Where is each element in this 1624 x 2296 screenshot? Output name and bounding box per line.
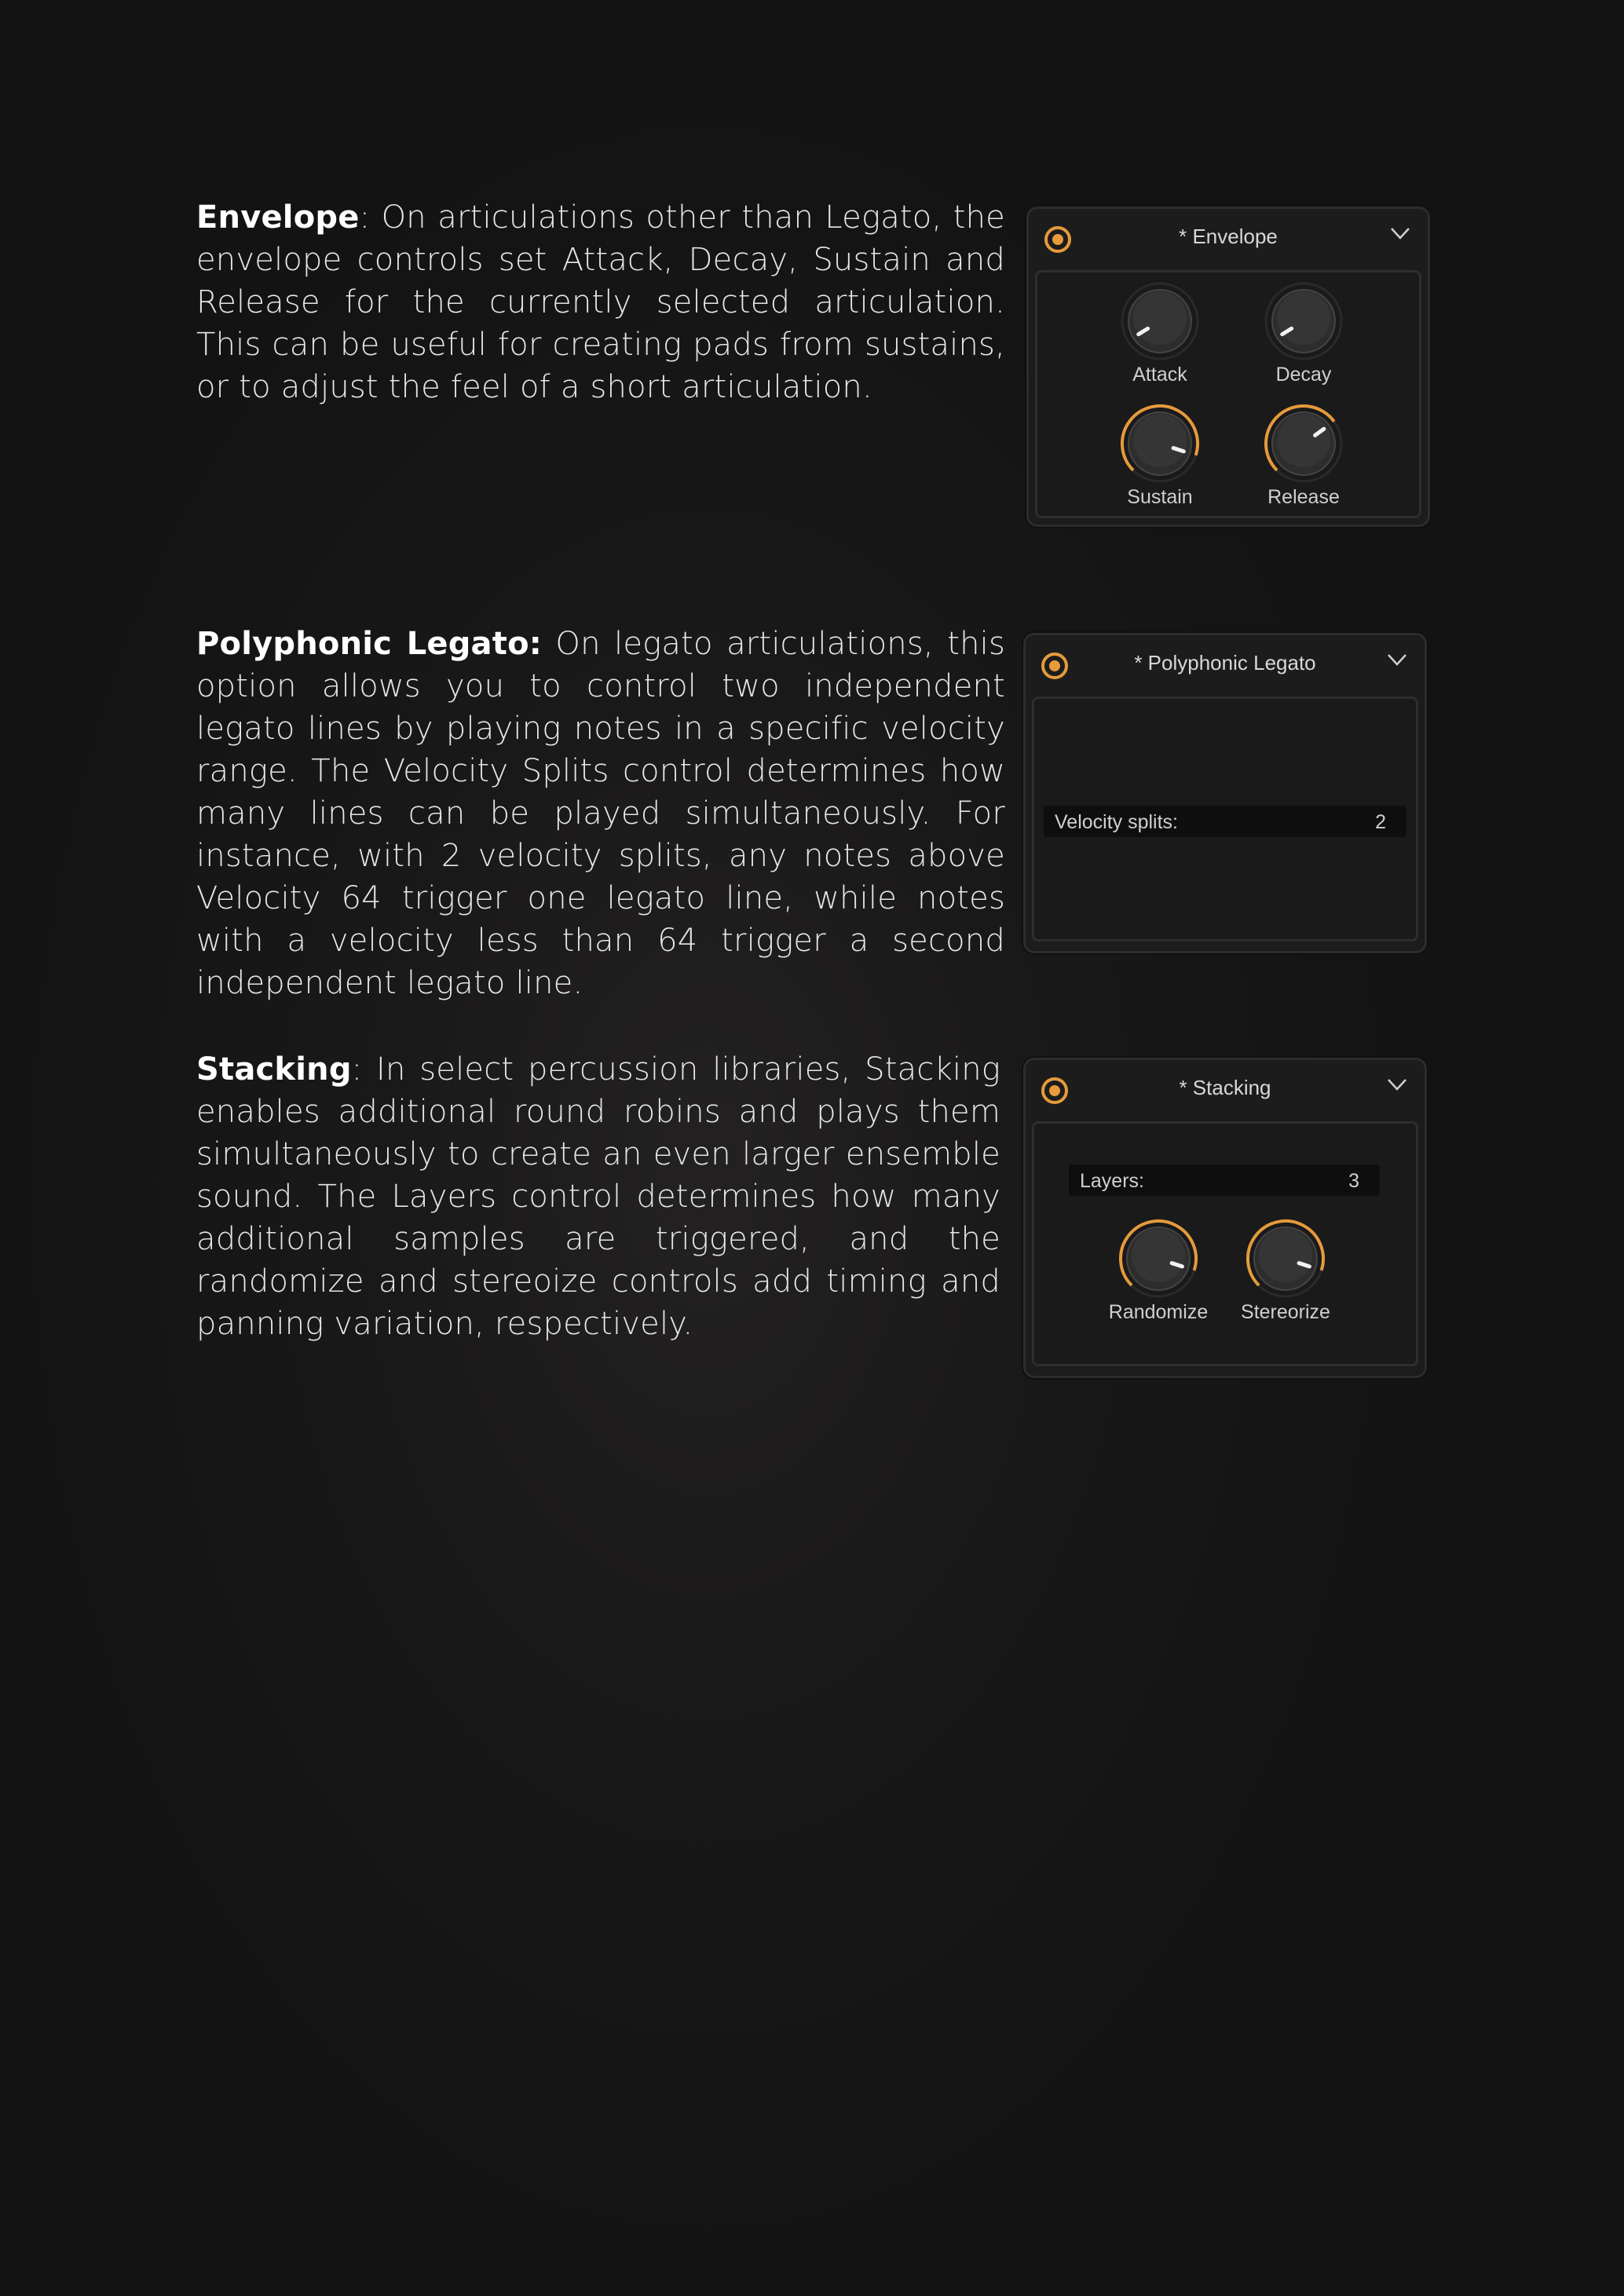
knob-face <box>1277 291 1330 345</box>
stacking-term: Stacking <box>196 1051 352 1088</box>
randomize-knob[interactable] <box>1099 1218 1217 1324</box>
attack-label: Attack <box>1132 364 1187 386</box>
envelope-panel-header <box>1029 209 1428 270</box>
randomize-label: Randomize <box>1108 1301 1209 1323</box>
chevron-down-icon[interactable] <box>1387 649 1407 670</box>
velocity-splits-value: 2 <box>1375 811 1386 833</box>
stacking-panel <box>1023 1058 1427 1378</box>
layers-field[interactable] <box>1069 1164 1380 1196</box>
poly-legato-text: On legato articulations, this option allows you to control two independent legato lines by playing notes in a specific velocity range. The Velocity Splits control determines how many lines can be played simultaneously. For instance, with 2 velocity splits, any notes above Velocity 64 trigger one legato line, while notes with a velocity less than 64 trigger a second independent legato line. <box>196 626 1005 1001</box>
stacking-paragraph <box>196 1048 1000 1345</box>
stacking-panel-title: * Stacking <box>1179 1076 1271 1099</box>
stacking-panel-body <box>1032 1121 1418 1366</box>
knob-face <box>1133 291 1187 345</box>
envelope-paragraph <box>196 196 1005 408</box>
sustain-label: Sustain <box>1127 486 1193 508</box>
poly-legato-panel <box>1023 633 1427 953</box>
decay-knob[interactable] <box>1249 280 1359 386</box>
envelope-panel-body <box>1035 270 1421 518</box>
knob-face <box>1133 414 1187 467</box>
stereorize-knob[interactable] <box>1227 1218 1344 1324</box>
chevron-down-icon[interactable] <box>1390 223 1410 243</box>
sustain-knob[interactable] <box>1105 403 1215 509</box>
stacking-panel-header <box>1026 1060 1425 1121</box>
envelope-text: : On articulations other than Legato, the envelope controls set Attack, Decay, Sustain and Release for the currently selected articulation. This can be useful for creating pads from sustains, or to adjust the feel of a short articulation. <box>196 199 1005 405</box>
knob-face <box>1132 1229 1185 1282</box>
release-knob[interactable] <box>1249 403 1359 509</box>
poly-legato-term: Polyphonic Legato: <box>196 626 542 662</box>
knob-face <box>1277 414 1330 467</box>
knob-face <box>1259 1229 1312 1282</box>
layers-label: Layers: <box>1080 1170 1144 1192</box>
velocity-splits-field[interactable] <box>1044 806 1406 837</box>
attack-knob[interactable] <box>1105 280 1215 386</box>
envelope-term: Envelope <box>196 199 360 236</box>
poly-legato-panel-header <box>1026 635 1425 696</box>
stacking-text: : In select percussion libraries, Stacking enables additional round robins and plays them simultaneously to create an even larger ensemble sound. The Layers control determines how many additional samples are triggered, and the randomize and stereoize controls add timing and panning variation, respectively. <box>196 1051 1000 1342</box>
chevron-down-icon[interactable] <box>1387 1074 1407 1095</box>
velocity-splits-label: Velocity splits: <box>1055 811 1179 833</box>
poly-legato-panel-body <box>1032 696 1418 941</box>
envelope-panel <box>1026 207 1430 527</box>
stereorize-label: Stereorize <box>1241 1301 1330 1323</box>
poly-legato-panel-title: * Polyphonic Legato <box>1134 651 1316 675</box>
envelope-panel-title: * Envelope <box>1179 225 1278 248</box>
decay-label: Decay <box>1275 364 1332 386</box>
release-label: Release <box>1267 486 1340 508</box>
layers-value: 3 <box>1348 1170 1359 1192</box>
poly-legato-paragraph <box>196 623 1005 1004</box>
